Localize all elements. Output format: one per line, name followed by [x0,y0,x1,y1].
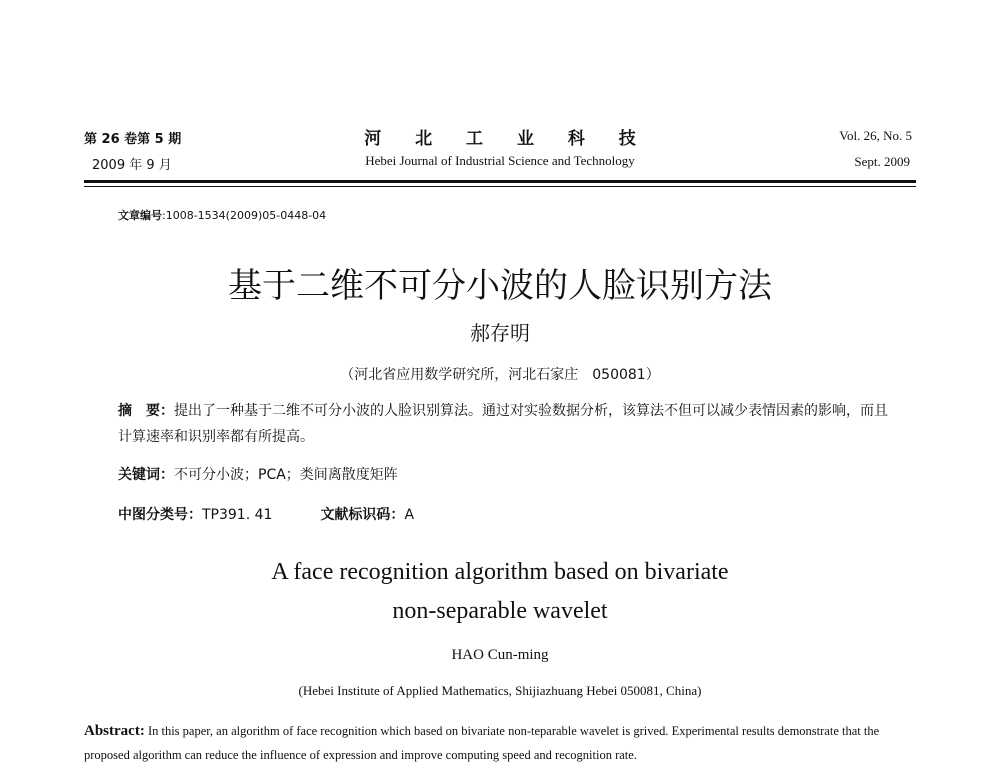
keywords-cn-text: 不可分小波；PCA；类间离散度矩阵 [174,467,398,483]
abstract-cn-label: 摘 要： [118,403,174,419]
abstract-en-label: Abstract: [84,723,145,739]
volume-issue-en: Vol. 26, No. 5 [839,128,912,143]
affiliation-cn: （河北省应用数学研究所，河北石家庄 050081） [340,367,660,383]
volume-issue-cn: 第 26 卷第 5 期 [84,132,182,147]
keywords-cn-label: 关键词： [118,467,174,483]
article-number: 文章编号:1008-1534(2009)05-0448-04 [118,209,327,222]
journal-title-cn: 河 北 工 业 科 技 [364,129,650,149]
paper-title-en-line2: non-separable wavelet [392,598,608,624]
header-rule-thick [84,180,916,183]
doc-code-label: 文献标识码： [320,507,405,523]
doc-code-value: A [404,507,415,523]
affiliation-en: (Hebei Institute of Applied Mathematics, Shijiazhuang Hebei 050081, China) [298,683,702,698]
abstract-cn-text: 提出了一种基于二维不可分小波的人脸识别算法。通过对实验数据分析，该算法不但可以减少表情因素的影响，而且计算速率和识别率都有所提高。 [118,403,888,445]
keywords-cn [118,464,398,484]
clc-label: 中图分类号： [118,507,202,523]
header-rule-thin [84,186,916,187]
abstract-cn [118,398,898,450]
paper-title-en-line1: A face recognition algorithm based on bivariate [271,559,729,585]
article-number-label: 文章编号 [118,209,162,222]
author-cn: 郝存明 [470,321,530,345]
classification-cn [118,504,414,524]
date-cn: 2009 年 9 月 [92,158,172,173]
date-en: Sept. 2009 [854,154,910,169]
journal-title-en: Hebei Journal of Industrial Science and Technology [365,153,635,168]
clc-value: TP391. 41 [202,507,273,523]
author-en: HAO Cun-ming [451,647,549,663]
paper-title-cn: 基于二维不可分小波的人脸识别方法 [228,266,772,306]
article-number-value: 1008-1534(2009)05-0448-04 [165,209,327,222]
abstract-en-text: In this paper, an algorithm of face recognition which based on bivariate non-teparable wavelet is grived. Experimental results demonstrate that the proposed algorithm can reduce the influence of expression and improve computing speed and recognition rate. [84,724,880,762]
